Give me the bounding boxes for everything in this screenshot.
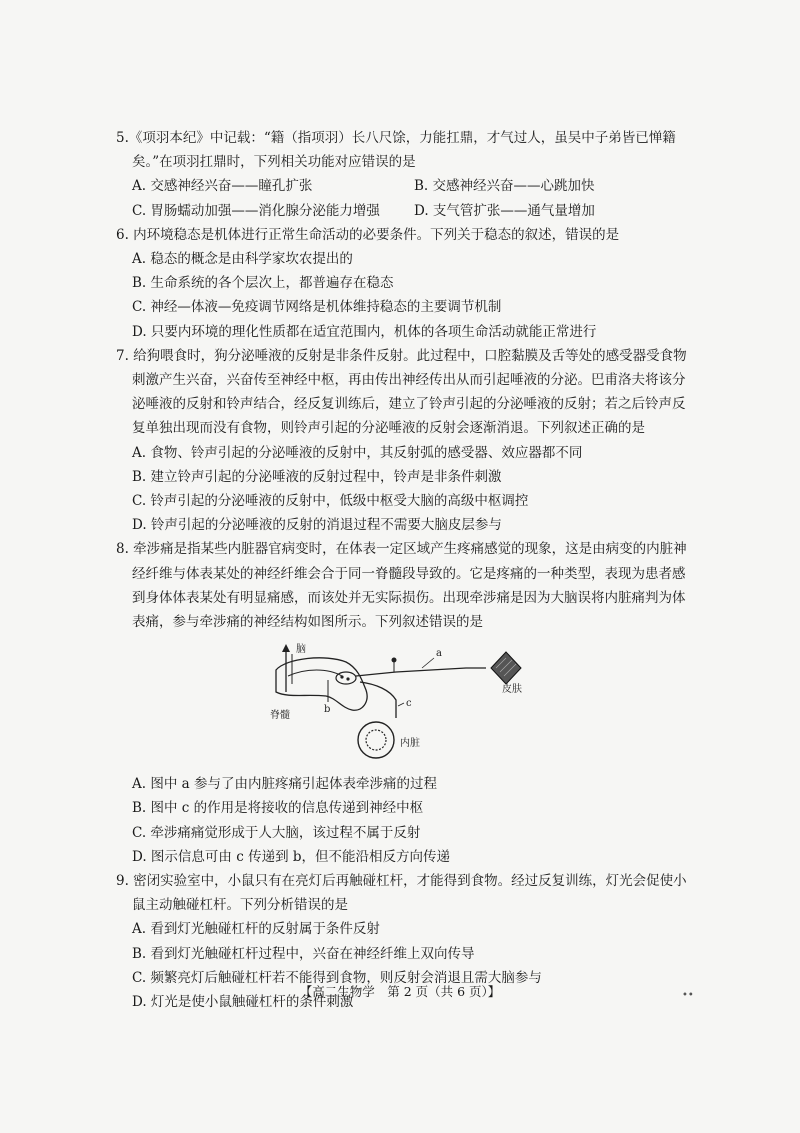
label-c: c — [406, 698, 412, 710]
viscera-outer — [358, 722, 394, 758]
nerve-structure-figure — [266, 640, 526, 766]
ganglion — [336, 672, 356, 684]
synapse-dot-2 — [346, 678, 349, 681]
nerve-diagram — [116, 640, 696, 766]
corner-mark: •• — [682, 990, 694, 1001]
skin-patch — [491, 652, 521, 684]
option-8b: B. 图中 c 的作用是将接收的信息传递到神经中枢 — [132, 800, 424, 817]
option-7a: A. 食物、铃声引起的分泌唾液的反射中，其反射弧的感受器、效应器都不同 — [132, 444, 583, 461]
option-7c: C. 铃声引起的分泌唾液的反射中，低级中枢受大脑的高级中枢调控 — [132, 493, 529, 510]
question-5-options-row-1 — [116, 174, 696, 198]
question-8 — [116, 537, 696, 869]
option-6c: C. 神经—体液—免疫调节网络是机体维持稳态的主要调节机制 — [132, 299, 502, 316]
question-6-stem: 6. 内环境稳态是机体进行正常生命活动的必要条件。下列关于稳态的叙述，错误的是 — [116, 226, 620, 243]
question-7-stem: 7. 给狗喂食时，狗分泌唾液的反射是非条件反射。此过程中，口腔黏膜及舌等处的感受器受食物刺激产生兴奋，兴奋传至神经中枢，再由传出神经传出从而引起唾液的分泌。巴甫洛夫将该分泌唾液的反射和铃声结合，经反复训练后，建立了铃声引起的分泌唾液的反射；若之后铃声反复单独出现而没有食物，则铃声引起的分泌唾液的反射会逐渐消退。下列叙述正确的是 — [116, 347, 687, 437]
label-c-pointer — [398, 703, 404, 706]
option-5d: D. 支气管扩张——通气量增加 — [414, 202, 595, 219]
option-8a: A. 图中 a 参与了由内脏疼痛引起体表牵涉痛的过程 — [132, 776, 437, 793]
option-5a: A. 交感神经兴奋——瞳孔扩张 — [132, 178, 313, 195]
spinal-cord-outline — [276, 658, 367, 710]
option-6d: D. 只要内环境的理化性质都在适宜范围内，机体的各项生命活动就能正常进行 — [132, 323, 597, 340]
question-6 — [116, 223, 696, 344]
label-brain: 脑 — [296, 644, 306, 656]
option-9a: A. 看到灯光触碰杠杆的反射属于条件反射 — [132, 921, 380, 938]
option-8c: C. 牵涉痛痛觉形成于人大脑，该过程不属于反射 — [132, 824, 421, 841]
option-9c: C. 频繁亮灯后触碰杠杆若不能得到食物，则反射会消退且需大脑参与 — [132, 969, 542, 986]
option-9b: B. 看到灯光触碰杠杆过程中，兴奋在神经纤维上双向传导 — [132, 945, 475, 962]
synapse-dot-1 — [340, 676, 343, 679]
page-content — [116, 126, 696, 1014]
option-9d: D. 灯光是使小鼠触碰杠杆的条件刺激 — [132, 994, 354, 1011]
brain-arrow-head — [282, 644, 290, 652]
option-7b: B. 建立铃声引起的分泌唾液的反射过程中，铃声是非条件刺激 — [132, 468, 502, 485]
option-6b: B. 生命系统的各个层次上，都普遍存在稳态 — [132, 275, 394, 292]
viscera-inner — [366, 730, 386, 750]
page-footer: 【高二生物学 第 2 页（共 6 页）】 — [299, 984, 501, 999]
label-skin: 皮肤 — [502, 684, 522, 696]
label-b: b — [324, 704, 331, 716]
question-5-stem: 5.《项羽本纪》中记载：“籍（指项羽）长八尺馀，力能扛鼎，才气过人，虽吴中子弟皆已惮籍矣。”在项羽扛鼎时，下列相关功能对应错误的是 — [116, 130, 676, 171]
question-5 — [116, 126, 696, 223]
option-7d: D. 铃声引起的分泌唾液的反射的消退过程不需要大脑皮层参与 — [132, 517, 502, 534]
question-8-stem: 8. 牵涉痛是指某些内脏器官病变时，在体表一定区域产生疼痛感觉的现象，这是由病变的内脏神经纤维与体表某处的神经纤维会合于同一脊髓段导致的。它是疼痛的一种类型，表现为患者感到身体体表某处有明显痛感，而该处并无实际损伤。出现牵涉痛是因为大脑误将内脏痛判为体表痛，参与牵涉痛的神经结构如图所示。下列叙述错误的是 — [116, 541, 687, 631]
label-spinal-cord: 脊髓 — [270, 710, 290, 722]
label-a-pointer — [422, 658, 434, 668]
question-5-options-row-2 — [116, 199, 696, 223]
option-5b: B. 交感神经兴奋——心跳加快 — [414, 178, 595, 195]
spinal-inner-line — [288, 670, 342, 676]
fiber-a-cell-body — [392, 658, 397, 663]
label-a: a — [436, 648, 442, 660]
option-6a: A. 稳态的概念是由科学家坎农提出的 — [132, 251, 353, 268]
question-7 — [116, 344, 696, 538]
option-8d: D. 图示信息可由 c 传递到 b，但不能沿相反方向传递 — [132, 848, 451, 865]
label-viscera: 内脏 — [400, 738, 420, 750]
fiber-a — [356, 668, 486, 676]
option-5c: C. 胃肠蠕动加强——消化腺分泌能力增强 — [132, 202, 380, 219]
question-9-stem: 9. 密闭实验室中，小鼠只有在亮灯后再触碰杠杆，才能得到食物。经过反复训练，灯光会促使小鼠主动触碰杠杆。下列分析错误的是 — [116, 873, 687, 914]
